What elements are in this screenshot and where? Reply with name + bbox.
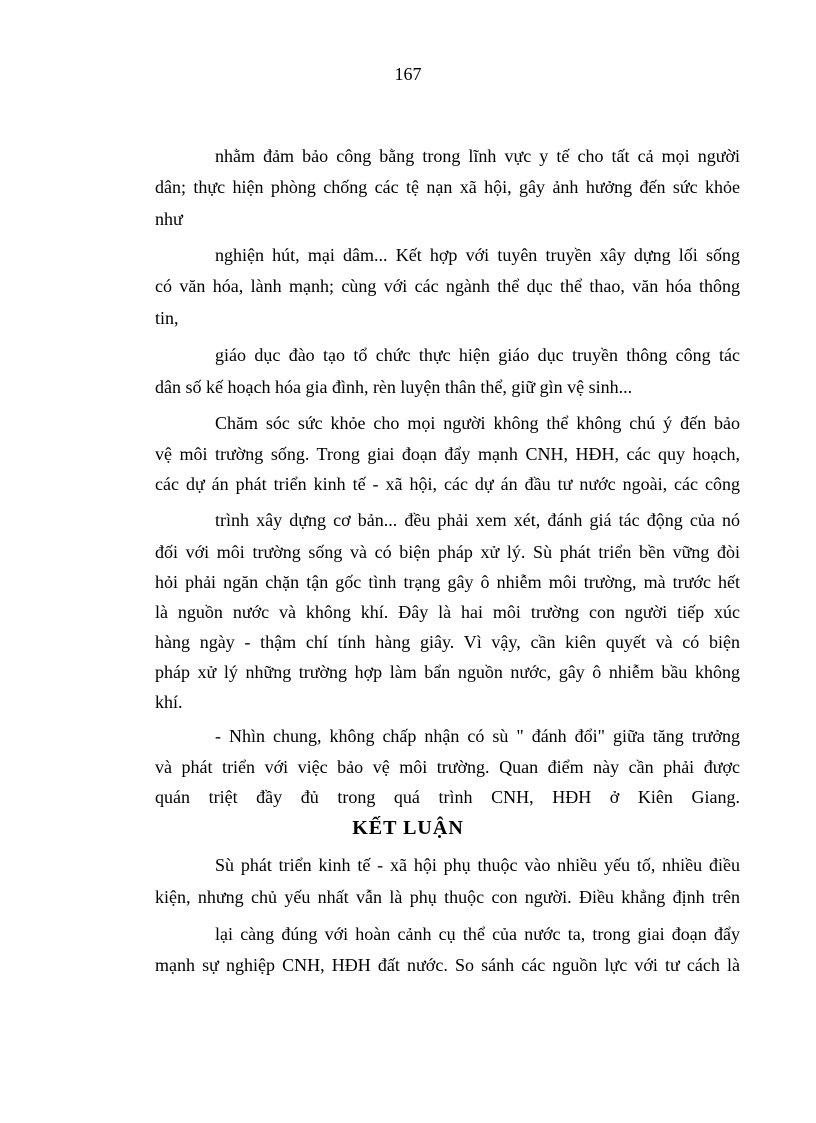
text-line: hàng ngày - thậm chí tính hàng giây. Vì vậy, cần kiên quyết và có biện [155, 632, 740, 652]
text-line: nghiện hút, mại dâm... Kết hợp với tuyên truyền xây dựng lối sống [215, 245, 740, 265]
text-line: dân; thực hiện phòng chống các tệ nạn xã hội, gây ảnh hưởng đến sức khỏe [155, 177, 740, 197]
text-line: quán triệt đầy đủ trong quá trình CNH, HĐH ở Kiên Giang. [155, 787, 740, 807]
text-line: pháp xử lý những trường hợp làm bẩn nguồn nước, gây ô nhiễm bầu không [155, 662, 740, 682]
text-line: hỏi phải ngăn chặn tận gốc tình trạng gây ô nhiễm môi trường, mà trước hết [155, 572, 740, 592]
text-line: kiện, nhưng chủ yếu nhất vẫn là phụ thuộc con người. Điều khẳng định trên [155, 887, 740, 907]
text-line: như [155, 209, 183, 229]
section-heading: KẾT LUẬN [352, 817, 464, 839]
text-line: - Nhìn chung, không chấp nhận có sù " đánh đổi" giữa tăng trưởng [215, 726, 740, 746]
text-line: lại càng đúng với hoàn cảnh cụ thể của nước ta, trong giai đoạn đẩy [215, 924, 740, 944]
text-line: tin, [155, 308, 179, 328]
text-line: khí. [155, 692, 183, 712]
page-number: 167 [394, 64, 422, 84]
text-line: Chăm sóc sức khỏe cho mọi người không thể không chú ý đến bảo [215, 413, 740, 433]
text-line: và phát triển với việc bảo vệ môi trường. Quan điểm này cần phải được [155, 757, 740, 777]
text-line: dân số kế hoạch hóa gia đình, rèn luyện thân thể, giữ gìn vệ sinh... [155, 377, 633, 397]
text-line: vệ môi trường sống. Trong giai đoạn đẩy mạnh CNH, HĐH, các quy hoạch, [155, 444, 740, 464]
text-line: các dự án phát triển kinh tế - xã hội, các dự án đầu tư nước ngoài, các công [155, 474, 740, 494]
text-line: là nguồn nước và không khí. Đây là hai môi trường con người tiếp xúc [155, 602, 740, 622]
text-line: trình xây dựng cơ bản... đều phải xem xét, đánh giá tác động của nó [215, 510, 740, 530]
text-line: nhằm đảm bảo công bằng trong lĩnh vực y tế cho tất cả mọi người [215, 146, 740, 166]
text-line: Sù phát triển kinh tế - xã hội phụ thuộc vào nhiều yếu tố, nhiều điều [215, 855, 740, 875]
text-line: đối với môi trường sống và có biện pháp xử lý. Sù phát triển bền vững đòi [155, 542, 740, 562]
text-line: mạnh sự nghiệp CNH, HĐH đất nước. So sánh các nguồn lực với tư cách là [155, 955, 740, 975]
text-line: giáo dục đào tạo tổ chức thực hiện giáo dục truyền thông công tác [215, 345, 740, 365]
text-line: có văn hóa, lành mạnh; cùng với các ngành thể dục thể thao, văn hóa thông [155, 276, 740, 296]
